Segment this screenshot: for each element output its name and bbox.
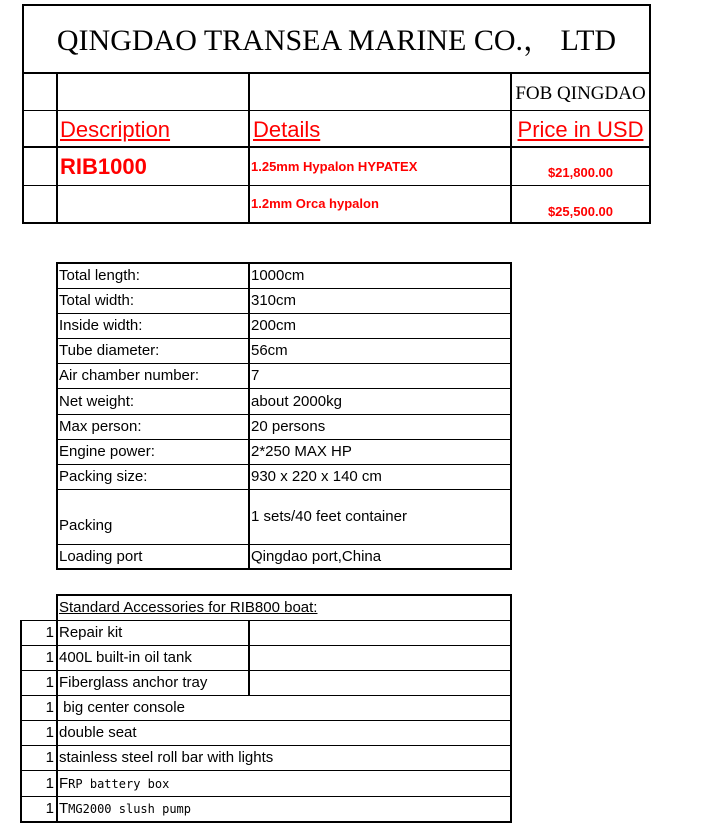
accessory-qty: 1 — [45, 624, 54, 641]
border-line — [248, 620, 250, 696]
border-line — [510, 594, 512, 823]
accessory-name: stainless steel roll bar with lights — [59, 749, 274, 766]
border-line — [248, 72, 250, 224]
accessory-name: Fiberglass anchor tray — [59, 674, 208, 691]
accessories-title: Standard Accessories for RIB800 boat: — [59, 599, 318, 616]
accessory-qty: 1 — [45, 724, 54, 741]
spec-label: Tube diameter: — [59, 342, 160, 359]
accessory-name — [59, 771, 509, 796]
spec-value: about 2000kg — [251, 393, 342, 410]
fob-label: FOB QINGDAO — [515, 83, 646, 104]
spec-label: Total length: — [59, 267, 140, 284]
option-details: 1.2mm Orca hypalon — [251, 196, 379, 211]
option-price: $25,500.00 — [547, 204, 614, 219]
spec-value: 1000cm — [251, 267, 305, 284]
border-line — [20, 821, 512, 823]
border-line — [56, 262, 58, 570]
border-line — [248, 262, 250, 570]
spec-value: Qingdao port,China — [251, 548, 382, 565]
spec-label: Loading port — [59, 548, 143, 565]
accessory-qty: 1 — [45, 775, 54, 792]
spec-value: 2*250 MAX HP — [251, 443, 352, 460]
spec-label: Packing size: — [59, 468, 148, 485]
spec-value: 56cm — [251, 342, 288, 359]
accessory-qty: 1 — [45, 649, 54, 666]
border-line — [56, 568, 512, 570]
option-details: 1.25mm Hypalon HYPATEX — [251, 159, 418, 174]
border-line — [56, 72, 58, 224]
spec-value: 200cm — [251, 317, 297, 334]
spec-value: 7 — [251, 367, 260, 384]
spec-label: Engine power: — [59, 443, 155, 460]
accessory-name-rest: RP battery box — [68, 777, 170, 791]
border-line — [510, 262, 512, 570]
border-line — [56, 594, 58, 823]
spec-label: Packing — [59, 517, 113, 534]
description-header: Description — [60, 117, 171, 142]
accessory-qty: 1 — [45, 699, 54, 716]
border-line — [649, 4, 651, 224]
accessory-qty: 1 — [45, 674, 54, 691]
option-price: $21,800.00 — [547, 165, 614, 180]
accessory-name: double seat — [59, 724, 137, 741]
accessory-name: 400L built-in oil tank — [59, 649, 192, 666]
spec-value: 1 sets/40 feet container — [251, 508, 407, 525]
accessory-name-initial: T — [59, 800, 69, 817]
accessory-name: Repair kit — [59, 624, 123, 641]
accessory-qty: 1 — [45, 749, 54, 766]
price-header: Price in USD — [517, 117, 644, 142]
spec-label: Air chamber number: — [59, 367, 200, 384]
details-header: Details — [253, 117, 321, 142]
spec-value: 930 x 220 x 140 cm — [251, 468, 382, 485]
spec-label: Net weight: — [59, 393, 135, 410]
accessory-name — [59, 797, 509, 821]
spec-label: Total width: — [59, 292, 135, 309]
accessory-qty: 1 — [45, 800, 54, 817]
spec-label: Inside width: — [59, 317, 143, 334]
accessory-name-initial: F — [59, 775, 69, 792]
spec-value: 310cm — [251, 292, 297, 309]
model-name: RIB1000 — [60, 154, 147, 179]
accessory-name-rest: MG2000 slush pump — [68, 802, 191, 816]
spec-label: Max person: — [59, 418, 142, 435]
company-title: QINGDAO TRANSEA MARINE CO.， LTD — [56, 24, 617, 57]
accessory-name: big center console — [59, 699, 185, 716]
border-line — [22, 222, 651, 224]
spec-value: 20 persons — [251, 418, 326, 435]
